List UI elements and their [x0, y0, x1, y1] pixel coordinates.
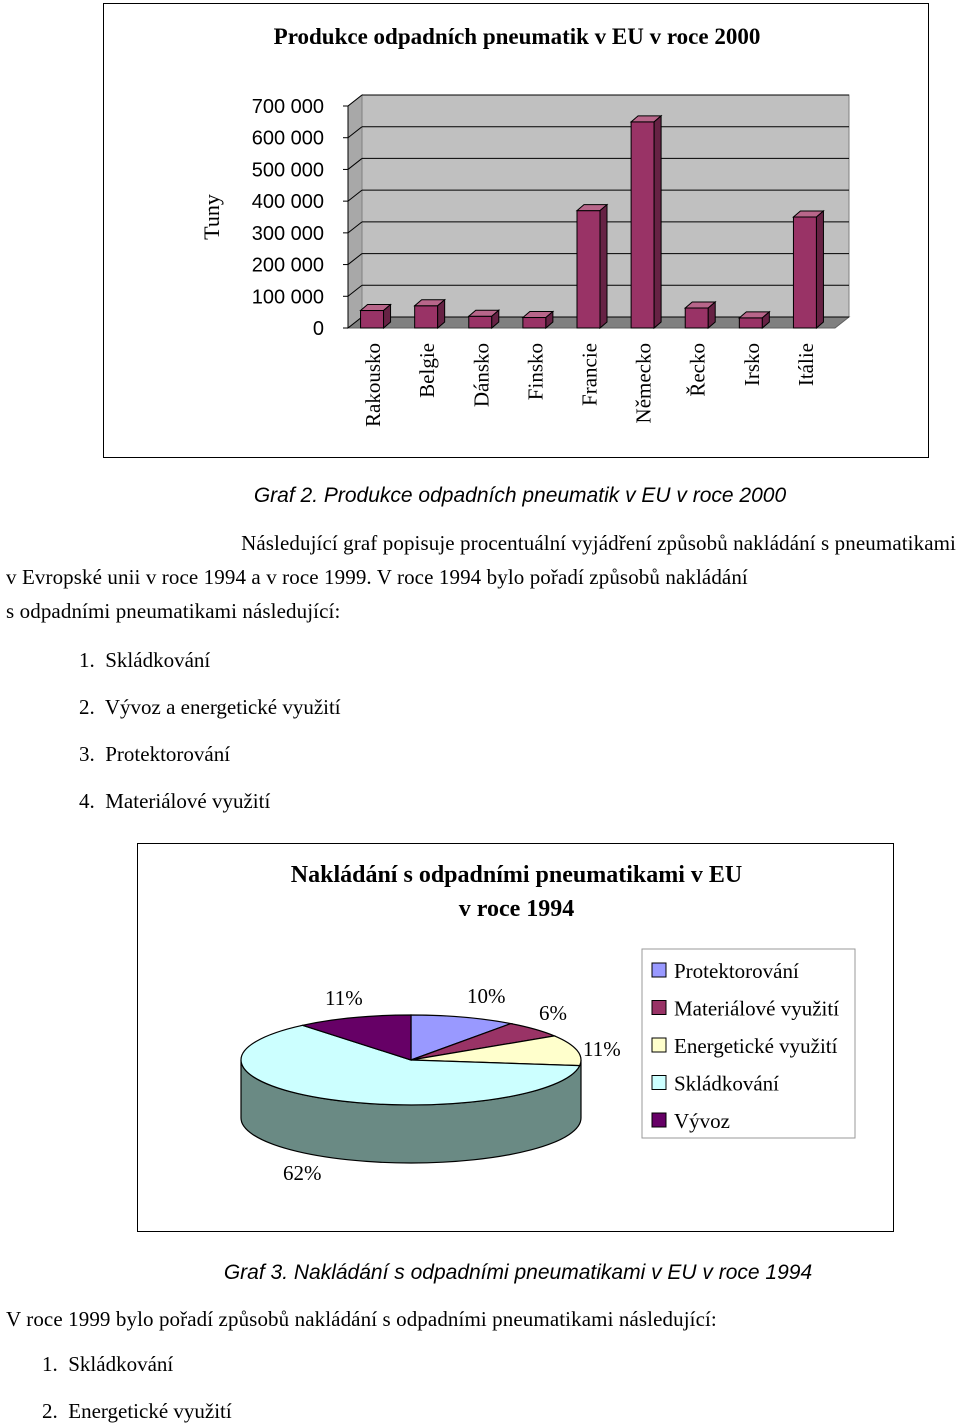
legend-label: Vývoz	[674, 1109, 730, 1133]
list-1994-item-1: 1. Skládkování	[79, 648, 211, 672]
x-tick-label: Irsko	[739, 343, 764, 387]
bar-front	[685, 308, 708, 328]
x-tick-label: Dánsko	[469, 343, 494, 408]
bar-irsko	[739, 312, 769, 328]
list-1999-item-2: 2. Energetické využití	[42, 1399, 232, 1423]
bar-řecko	[685, 302, 715, 328]
bar-finsko	[523, 312, 553, 328]
y-tick-label: 100 000	[251, 286, 324, 309]
x-tick-label: Řecko	[685, 343, 710, 397]
x-tick-label: Finsko	[523, 343, 548, 401]
y-tick-label: 700 000	[251, 96, 324, 118]
y-tick-label: 500 000	[251, 159, 324, 182]
bar-front	[577, 211, 600, 328]
y-tick-label: 600 000	[251, 127, 324, 150]
legend-swatch	[652, 1001, 666, 1015]
legend-swatch	[652, 1113, 666, 1127]
bar-francie	[577, 205, 607, 328]
x-tick-label: Francie	[577, 343, 602, 406]
pie-chart	[137, 843, 894, 1232]
pie-label-vyvoz: 11%	[325, 986, 363, 1010]
bar-belgie	[415, 300, 445, 328]
side-wall	[348, 95, 362, 328]
x-tick-label: Rakousko	[361, 343, 386, 427]
legend-swatch	[652, 1038, 666, 1052]
bar-side	[654, 116, 661, 328]
y-tick-label: 400 000	[251, 191, 324, 214]
bar-front	[739, 318, 762, 328]
bar-front	[523, 318, 546, 328]
bar-německo	[631, 116, 661, 328]
pie-label-protektorovani: 10%	[467, 984, 506, 1008]
pie-label-materialove: 6%	[539, 1001, 567, 1025]
paragraph-1-line-2: v Evropské unii v roce 1994 a v roce 1999. V roce 1994 bylo pořadí způsobů nakládání	[6, 565, 748, 589]
paragraph-1-line-3: s odpadními pneumatikami následující:	[6, 599, 341, 623]
bar-chart-title: Produkce odpadních pneumatik v EU v roce 2000	[273, 24, 761, 49]
y-tick-label: 200 000	[251, 254, 324, 277]
bar-front	[793, 217, 816, 328]
paragraph-1	[6, 526, 956, 628]
bar-rakousko	[361, 305, 391, 328]
x-tick-label: Německo	[631, 343, 656, 424]
pie-chart-title-line-1: Nakládání s odpadními pneumatikami v EU	[290, 862, 743, 888]
bar-front	[415, 306, 438, 328]
pie-label-skladkovani: 62%	[283, 1161, 322, 1185]
list-1999-item-1: 1. Skládkování	[42, 1352, 174, 1376]
pie-chart-title-line-2: v roce 1994	[458, 896, 575, 922]
x-tick-label: Belgie	[415, 343, 440, 398]
graf3-caption: Graf 3. Nakládání s odpadními pneumatikami v EU v roce 1994	[223, 1261, 813, 1284]
legend-label: Protektorování	[674, 959, 799, 983]
paragraph-2: V roce 1999 bylo pořadí způsobů nakládání s odpadními pneumatikami následující:	[6, 1307, 717, 1331]
y-tick-label: 0	[312, 318, 324, 340]
bar-side	[816, 211, 823, 328]
pie-label-energeticke: 11%	[583, 1037, 621, 1061]
y-axis-label: Tuny	[199, 194, 224, 240]
legend-label: Skládkování	[674, 1071, 779, 1096]
legend-swatch	[652, 963, 666, 977]
graf2-caption: Graf 2. Produkce odpadních pneumatik v EU v roce 2000	[253, 484, 787, 507]
legend-label: Materiálové využití	[674, 996, 840, 1021]
bar-itálie	[793, 211, 823, 328]
paragraph-1-line-1: Následující graf popisuje procentuální vyjádření způsobů nakládání s pneumatikami	[241, 531, 956, 555]
bar-front	[361, 311, 384, 328]
bar-chart	[103, 3, 929, 458]
list-1994-item-2: 2. Vývoz a energetické využití	[79, 695, 341, 719]
legend-swatch	[652, 1076, 666, 1090]
x-tick-label: Itálie	[793, 343, 818, 387]
list-1994-item-3: 3. Protektorování	[79, 742, 231, 766]
bar-front	[469, 316, 492, 328]
y-tick-label: 300 000	[251, 222, 324, 245]
list-1994-item-4: 4. Materiálové využití	[79, 789, 271, 813]
bar-side	[600, 205, 607, 328]
bar-dánsko	[469, 310, 499, 328]
legend-label: Energetické využití	[674, 1034, 838, 1058]
bar-front	[631, 122, 654, 328]
